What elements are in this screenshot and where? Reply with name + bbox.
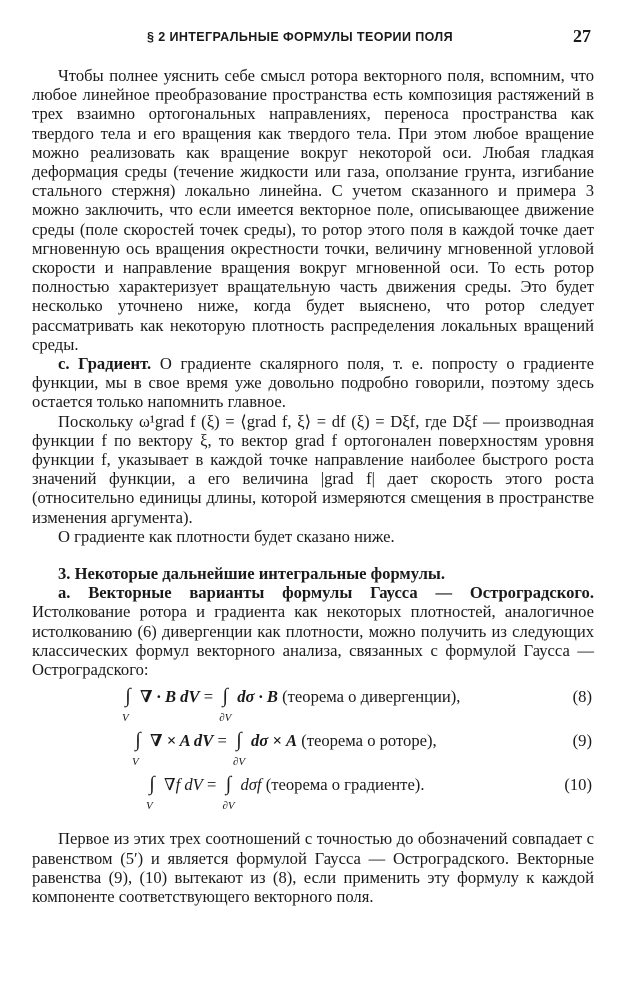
integral-sign: ∫ V [146, 773, 155, 813]
paragraph-gradient-definition: Поскольку ω¹grad f (ξ) = ⟨grad f, ξ⟩ = df (ξ) = Dξf, где Dξf — производная функции f по вектору ξ, то вектор grad f ортогонален поверхностям уровня функции f, указывает в каждой точке направление наиболее быстрого роста значений функции, а его величина |grad f| дает скорость этого роста (относительно единицы длины, которой измеряются смещения в пространстве изменения аргумента). [32, 411, 594, 527]
paragraph-gauss-variants-text: Истолкование ротора и градиента как некоторых плотностей, аналогичное истолкованию (6) дивергенции как плотности, можно получить из следующих классических формул векторного анализа, связанных с формулой Гаусса — Остроградского: [32, 602, 594, 680]
equation-row [32, 775, 594, 817]
equation-comment: (теорема о градиенте). [265, 775, 425, 795]
integral-sign: ∫ ∂V [222, 773, 235, 813]
equation-comment: (теорема о дивергенции), [282, 687, 461, 707]
subsection-heading-gauss: а. Векторные варианты формулы Гаусса — Остроградского. [58, 583, 594, 603]
section-gap [32, 546, 594, 564]
equation-rhs: dσf [240, 775, 262, 795]
integral-sign: ∫ ∂V [219, 685, 232, 725]
paragraph-gradient-intro-text: О градиенте скалярного поля, т. е. попросту о градиенте функции, мы в свое время уже довольно подробно говорили, поэтому здесь остается только напомнить главное. [32, 354, 594, 412]
equation-number: (9) [572, 731, 592, 751]
integral-sign: ∫ ∂V [232, 729, 246, 769]
equation-lhs: ∇f dV [164, 775, 203, 795]
section-heading: 3. Некоторые дальнейшие интегральные формулы. [58, 564, 446, 584]
equation-9: ∫ V ∇ × A dV = ∫ ∂V dσ × A (теорема о роторе), [132, 729, 437, 769]
equation-row [32, 687, 594, 729]
integral-sign: ∫ V [122, 685, 131, 725]
paragraph-rotor-meaning: Чтобы полнее уяснить себе смысл ротора векторного поля, вспомним, что любое линейное преобразование пространства есть композиция растяжений в трех взаимно ортогональных направлениях, переноса пространства как твердого тела и его вращения как твердого тела. При этом любое вращение можно реализовать как вращение вокруг некоторой оси. Любая гладкая деформация среды (течение жидкости или газа, оползание грунта, изгибание стального стержня) локально линейна. С учетом сказанного и примера 3 можно заключить, что если имеется векторное поле, описывающее движение среды (поле скоростей точек среды), то ротор этого поля в каждой точке дает мгновенную ось вращения окрестности точки, величину мгновенной угловой скорости и направление вращения вокруг мгновенной оси. То есть ротор полностью характеризует вращательную часть движения среды. Это будет несколько уточнено ниже, когда будет выяснено, что ротор следует рассматривать как некоторую плотность распределения локальных вращений среды. [32, 66, 594, 354]
equation-rhs: dσ · B [237, 687, 278, 707]
paragraph-gradient-intro [32, 354, 594, 412]
paragraph-gradient-density: О градиенте как плотности будет сказано ниже. [58, 526, 395, 546]
equation-comment: (теорема о роторе), [301, 731, 437, 751]
subsection-heading-gradient: с. Градиент. [58, 354, 152, 374]
equation-number: (10) [564, 775, 592, 795]
running-head: § 2 ИНТЕГРАЛЬНЫЕ ФОРМУЛЫ ТЕОРИИ ПОЛЯ [147, 30, 453, 44]
body-text [32, 66, 594, 906]
paragraph-conclusion: Первое из этих трех соотношений с точностью до обозначений совпадает с равенством (5′) и является формулой Гаусса — Остроградского. Векторные равенства (9), (10) вытекают из (8), если применить эту формулу к каждой компоненте соответствующего векторного поля. [32, 829, 594, 906]
equation-lhs: ∇ · B dV [140, 687, 200, 707]
equation-10: ∫ V ∇f dV = ∫ ∂V dσf (теорема о градиенте). [146, 773, 425, 813]
equation-rhs: dσ × A [250, 731, 298, 751]
page-number: 27 [573, 26, 591, 46]
page-header [0, 26, 628, 50]
equation-8: ∫ V ∇ · B dV = ∫ ∂V dσ · B (теорема о дивергенции), [122, 685, 461, 725]
equation-row [32, 731, 594, 773]
integral-sign: ∫ V [132, 729, 141, 769]
equation-lhs: ∇ × A dV [150, 731, 214, 751]
equation-number: (8) [572, 687, 592, 707]
paragraph-gauss-variants [32, 583, 594, 679]
